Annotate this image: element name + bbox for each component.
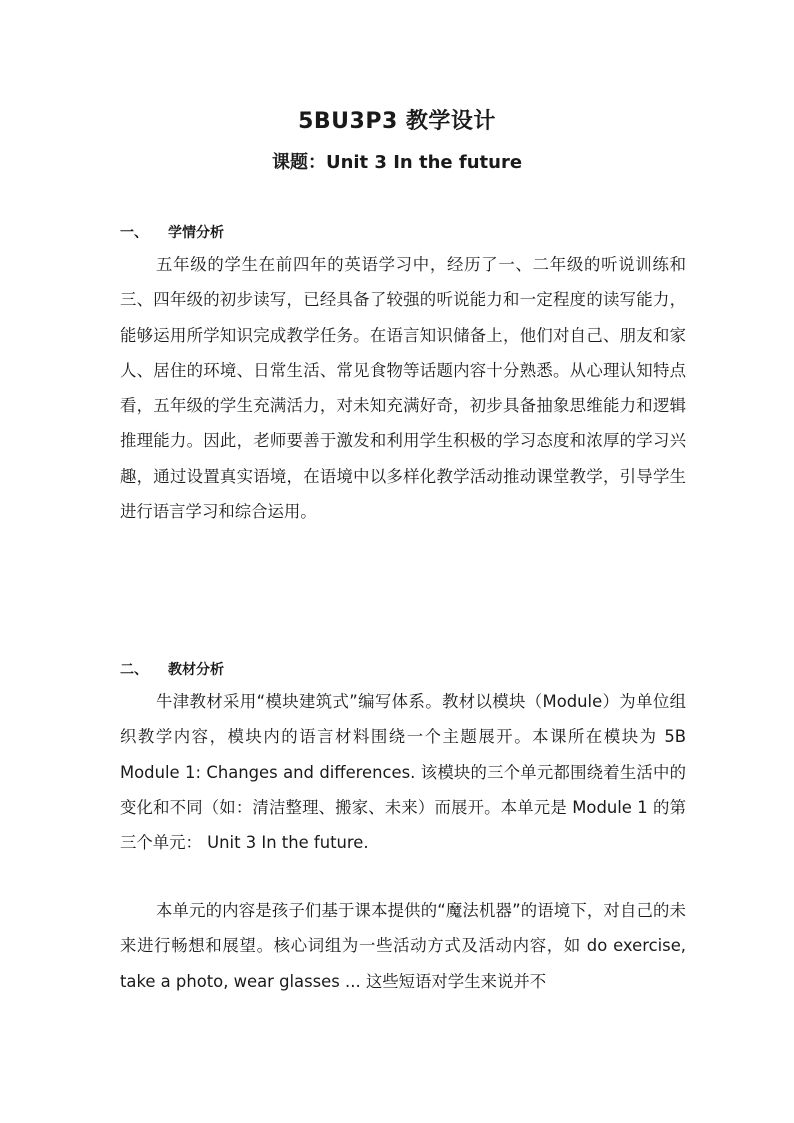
document-title: 5BU3P3 教学设计 xyxy=(298,109,496,134)
document-subtitle: 课题：Unit 3 In the future xyxy=(271,152,523,173)
section-title: 学情分析 xyxy=(168,225,224,241)
section-number: 二、 xyxy=(120,662,148,678)
section-number: 一、 xyxy=(120,225,148,241)
paragraph-learner-analysis: 五年级的学生在前四年的英语学习中，经历了一、二年级的听说训练和三、四年级的初步读写，已经具备了较强的听说能力和一定程度的读写能力，能够运用所学知识完成教学任务。在语言知识储备上，他们对自己、朋友和家人、居住的环境、日常生活、常见食物等话题内容十分熟悉。从心理认知特点看，五年级的学生充满活力，对未知充满好奇，初步具备抽象思维能力和逻辑推理能力。因此，老师要善于激发和利用学生积极的学习态度和浓厚的学习兴趣，通过设置真实语境，在语境中以多样化教学活动推动课堂教学，引导学生进行语言学习和综合运用。 xyxy=(120,255,686,522)
paragraph-textbook-analysis-1: 牛津教材采用“模块建筑式”编写体系。教材以模块（Module）为单位组织教学内容，模块内的语言材料围绕一个主题展开。本课所在模块为 5B Module 1: Changes and differences. 该模块的三个单元都围绕着生活中的变化和不同（如：清洁整理、搬家、未来）而展开。本单元是 Module 1 的第三个单元： Unit 3 In the future. xyxy=(120,692,686,853)
section-heading-learner-analysis xyxy=(120,222,224,242)
section-title: 教材分析 xyxy=(168,662,224,678)
paragraph-textbook-analysis-2: 本单元的内容是孩子们基于课本提供的“魔法机器”的语境下，对自己的未来进行畅想和展望。核心词组为一些活动方式及活动内容，如 do exercise, take a photo, wear glasses ... 这些短语对学生来说并不 xyxy=(120,901,686,991)
section-heading-textbook-analysis xyxy=(120,659,224,679)
